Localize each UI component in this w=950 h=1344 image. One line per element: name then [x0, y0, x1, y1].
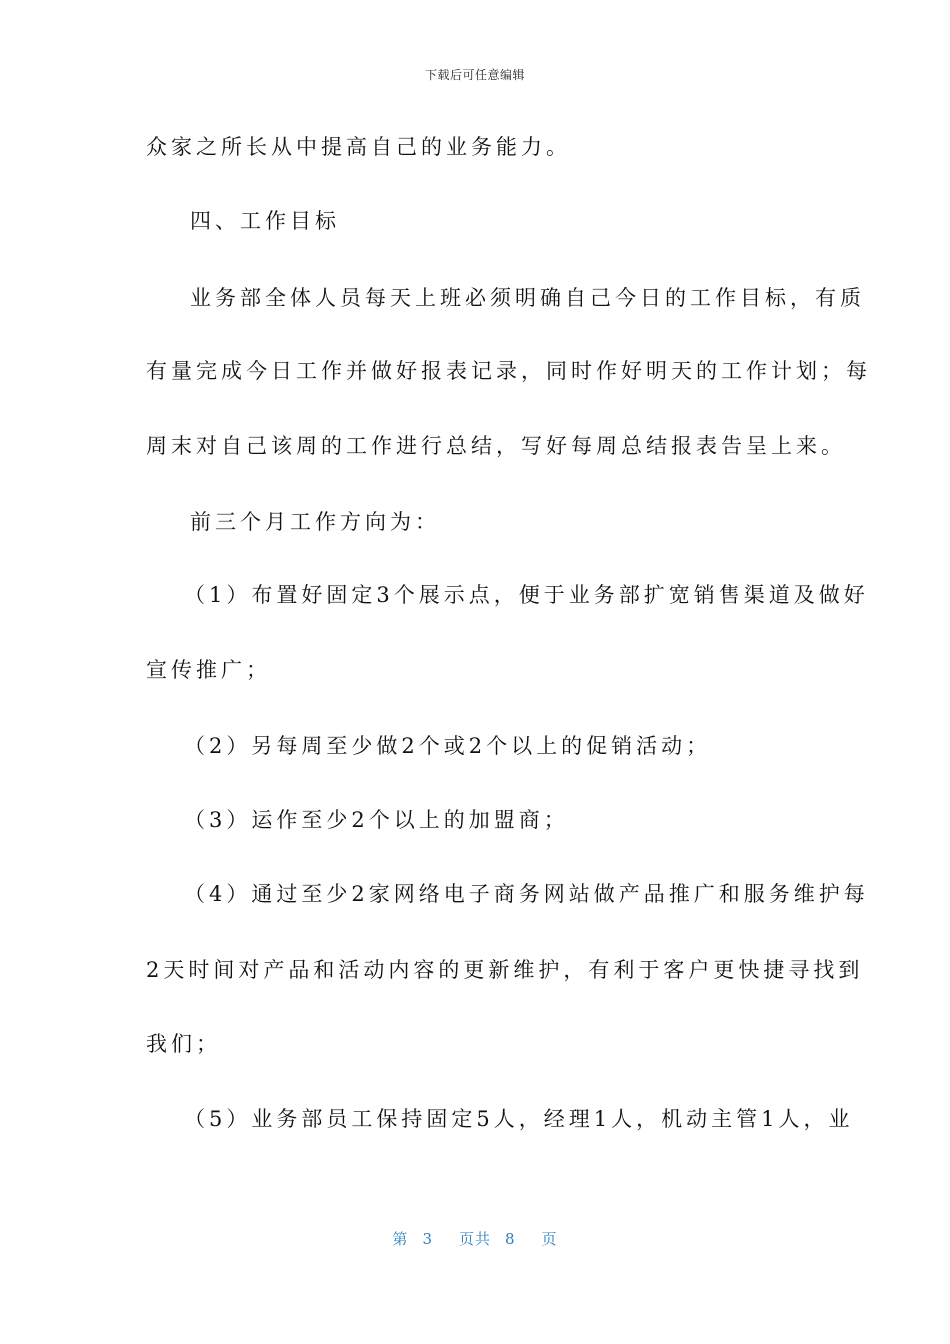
list-item-5: （5）业务部员工保持固定5人，经理1人，机动主管1人，业	[184, 1107, 854, 1131]
section-heading: 四、工作目标	[190, 209, 340, 233]
footer-total-pages: 8	[505, 1230, 516, 1248]
page-header: 下载后可任意编辑	[424, 68, 525, 82]
text-line-6: 前三个月工作方向为：	[190, 510, 440, 534]
list-item-1-cont: 宣传推广；	[146, 658, 271, 682]
footer-suffix: 页	[541, 1230, 558, 1248]
text-line-4: 有量完成今日工作并做好报表记录，同时作好明天的工作计划；每	[146, 359, 871, 383]
list-item-1: （1）布置好固定3个展示点，便于业务部扩宽销售渠道及做好	[184, 583, 869, 607]
page-footer	[0, 1228, 950, 1249]
text-line-3: 业务部全体人员每天上班必须明确自己今日的工作目标，有质	[190, 286, 865, 310]
list-item-4-end: 我们；	[146, 1032, 221, 1056]
footer-prefix: 第	[392, 1230, 409, 1248]
list-item-4-cont: 2天时间对产品和活动内容的更新维护，有利于客户更快捷寻找到	[146, 958, 864, 982]
list-item-3: （3）运作至少2个以上的加盟商；	[184, 808, 569, 832]
footer-middle: 页共	[458, 1230, 491, 1248]
list-item-2: （2）另每周至少做2个或2个以上的促销活动；	[184, 734, 712, 758]
footer-page-number: 3	[422, 1230, 433, 1248]
list-item-4: （4）通过至少2家网络电子商务网站做产品推广和服务维护每	[184, 882, 869, 906]
text-line-1: 众家之所长从中提高自己的业务能力。	[146, 135, 571, 159]
text-line-5: 周末对自己该周的工作进行总结，写好每周总结报表告呈上来。	[146, 434, 846, 458]
